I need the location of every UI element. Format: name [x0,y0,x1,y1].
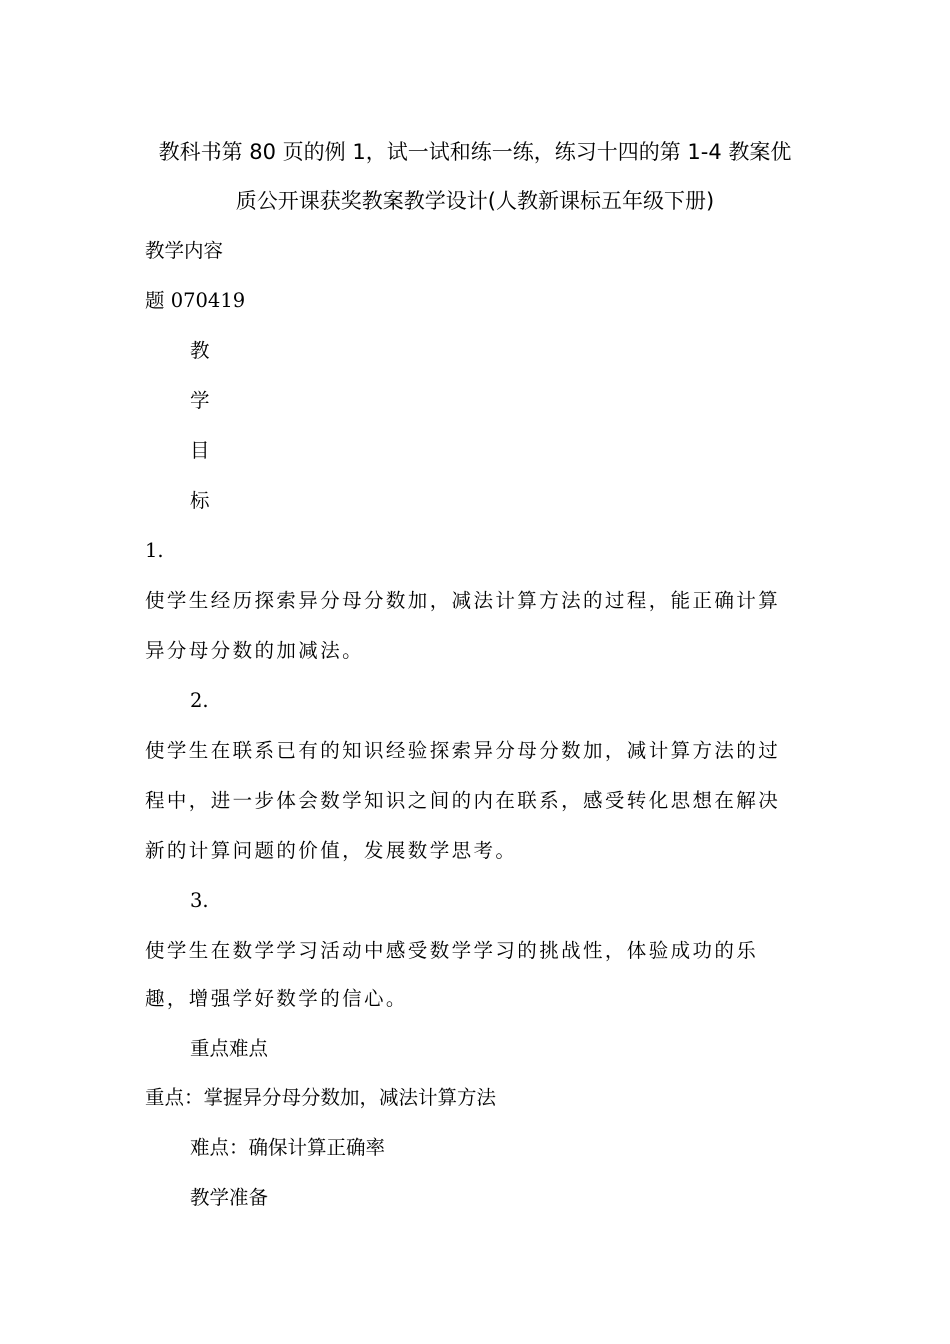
objective-1-line-2: 异分母分数的加减法。 [145,639,365,662]
objective-1-number: 1. [145,539,164,562]
objectives-heading-char-1: 教 [190,339,210,362]
objective-3-line-1: 使学生在数学学习活动中感受数学学习的挑战性，体验成功的乐 [145,939,759,962]
objective-3-line-2: 趣，增强学好数学的信心。 [145,987,408,1010]
objective-2-line-2: 程中，进一步体会数学知识之间的内在联系，感受转化思想在解决 [145,789,781,812]
objective-3-number: 3. [190,889,209,912]
content-code: 题 070419 [145,289,246,312]
document-title-line-2: 质公开课获奖教案教学设计(人教新课标五年级下册) [235,189,715,213]
objectives-heading-char-4: 标 [190,489,210,512]
document-title-line-1: 教科书第 80 页的例 1，试一试和练一练，练习十四的第 1-4 教案优 [158,140,792,164]
section-teaching-content: 教学内容 [145,239,224,262]
objective-1-line-1: 使学生经历探索异分母分数加，减法计算方法的过程，能正确计算 [145,589,781,612]
key-point: 重点：掌握异分母分数加，减法计算方法 [145,1086,497,1109]
objective-2-line-3: 新的计算问题的价值，发展数学思考。 [145,839,518,862]
objective-2-number: 2. [190,689,209,712]
difficult-point: 难点：确保计算正确率 [190,1136,386,1159]
objective-2-line-1: 使学生在联系已有的知识经验探索异分母分数加，减计算方法的过 [145,739,781,762]
objectives-heading-char-2: 学 [190,389,210,412]
key-difficult-heading: 重点难点 [190,1037,269,1060]
objectives-heading-char-3: 目 [190,439,210,462]
teaching-preparation-heading: 教学准备 [190,1186,269,1209]
